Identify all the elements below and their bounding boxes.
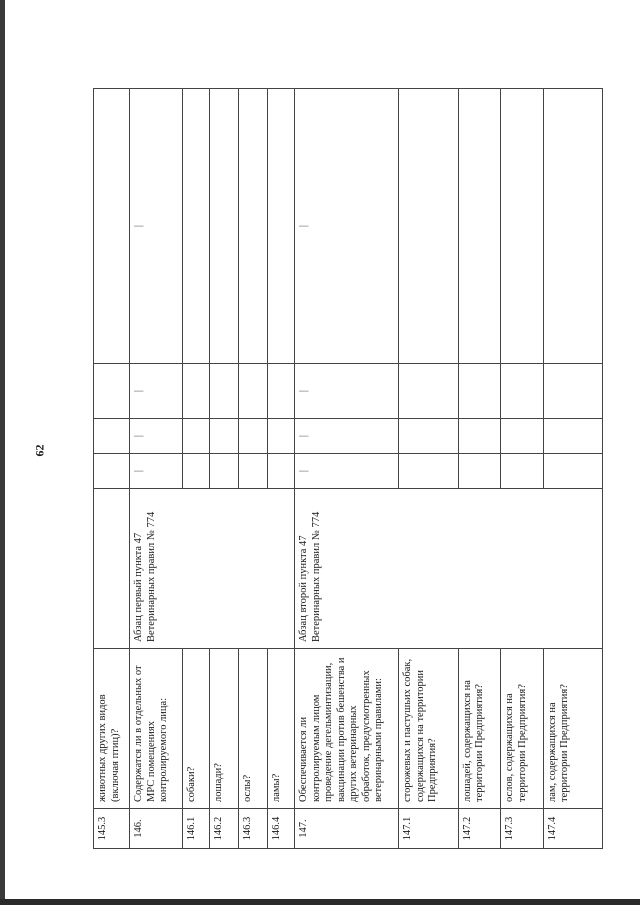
answer-cell <box>267 364 295 419</box>
comment-cell <box>543 89 602 364</box>
answer-cell <box>399 364 458 419</box>
scan-left-edge <box>0 0 5 905</box>
row-number: 147. <box>295 809 399 849</box>
comment-cell <box>209 89 239 364</box>
row-number: 146.2 <box>209 809 239 849</box>
table-row <box>399 89 458 849</box>
row-question: собаки? <box>183 649 210 809</box>
row-number: 147.3 <box>501 809 543 849</box>
row-number: 147.4 <box>543 809 602 849</box>
comment-cell <box>94 89 130 364</box>
table-row <box>543 89 602 849</box>
row-number: 146.3 <box>239 809 268 849</box>
answer-cell <box>209 364 239 419</box>
answer-cell <box>399 454 458 489</box>
row-number: 146.1 <box>183 809 210 849</box>
answer-cell <box>543 364 602 419</box>
answer-cell <box>239 419 268 454</box>
row-question: ослы? <box>239 649 268 809</box>
table-row <box>267 89 295 849</box>
answer-cell <box>543 419 602 454</box>
answer-cell <box>458 364 500 419</box>
answer-cell <box>239 454 268 489</box>
reference-cell <box>94 489 130 649</box>
row-number: 145.3 <box>94 809 130 849</box>
answer-cell <box>183 364 210 419</box>
answer-cell <box>458 454 500 489</box>
row-question: лам, содержащихся на территории Предприятия? <box>543 649 602 809</box>
answer-cell <box>458 419 500 454</box>
answer-cell <box>239 364 268 419</box>
table-row <box>209 89 239 849</box>
comment-cell <box>399 89 458 364</box>
row-question: Обеспечивается ли контролируемым лицом проведение дегельминтизации, вакцинации против бешенства и других ветеринарных обработок, предусмотренных ветеринарными правилами: <box>295 649 399 809</box>
row-reference: Абзац второй пункта 47 Ветеринарных правил № 774 <box>295 489 603 649</box>
answer-cell <box>267 454 295 489</box>
table-row <box>239 89 268 849</box>
row-number: 147.1 <box>399 809 458 849</box>
row-number: 146.4 <box>267 809 295 849</box>
row-reference: Абзац первый пункта 47 Ветеринарных правил № 774 <box>130 489 295 649</box>
row-question: ослов, содержащихся на территории Предприятия? <box>501 649 543 809</box>
scan-bottom-edge <box>0 899 640 905</box>
answer-cell <box>501 419 543 454</box>
answer-cell <box>94 454 130 489</box>
answer-mark: | <box>295 419 399 454</box>
answer-mark: | <box>295 89 399 364</box>
answer-mark: | <box>130 364 183 419</box>
table-row <box>458 89 500 849</box>
table-row <box>295 89 399 849</box>
answer-cell <box>209 454 239 489</box>
answer-mark: | <box>130 419 183 454</box>
row-question: сторожевых и пастушьих собак, содержащихся на территории Предприятия? <box>399 649 458 809</box>
checklist-table <box>93 88 603 849</box>
answer-cell <box>209 419 239 454</box>
table-row <box>501 89 543 849</box>
comment-cell <box>239 89 268 364</box>
row-number: 147.2 <box>458 809 500 849</box>
row-question: лошади? <box>209 649 239 809</box>
table-row <box>183 89 210 849</box>
row-question: лошадей, содержащихся на территории Предприятия? <box>458 649 500 809</box>
comment-cell <box>501 89 543 364</box>
answer-cell <box>94 419 130 454</box>
row-question: Содержатся ли в отдельных от МРС помещениях контролируемого лица: <box>130 649 183 809</box>
answer-cell <box>267 419 295 454</box>
comment-cell <box>183 89 210 364</box>
answer-mark: | <box>295 454 399 489</box>
rotated-table-wrapper <box>93 89 603 849</box>
answer-cell <box>183 454 210 489</box>
comment-cell <box>458 89 500 364</box>
answer-cell <box>94 364 130 419</box>
answer-mark: | <box>130 454 183 489</box>
answer-mark: | <box>130 89 183 364</box>
row-question: животных других видов (включая птиц)? <box>94 649 130 809</box>
table-row <box>130 89 183 849</box>
row-question: ламы? <box>267 649 295 809</box>
answer-cell <box>183 419 210 454</box>
comment-cell <box>267 89 295 364</box>
table-row <box>94 89 130 849</box>
row-number: 146. <box>130 809 183 849</box>
answer-cell <box>501 454 543 489</box>
page-number: 62 <box>32 444 47 457</box>
answer-cell <box>543 454 602 489</box>
answer-cell <box>399 419 458 454</box>
answer-mark: | <box>295 364 399 419</box>
answer-cell <box>501 364 543 419</box>
